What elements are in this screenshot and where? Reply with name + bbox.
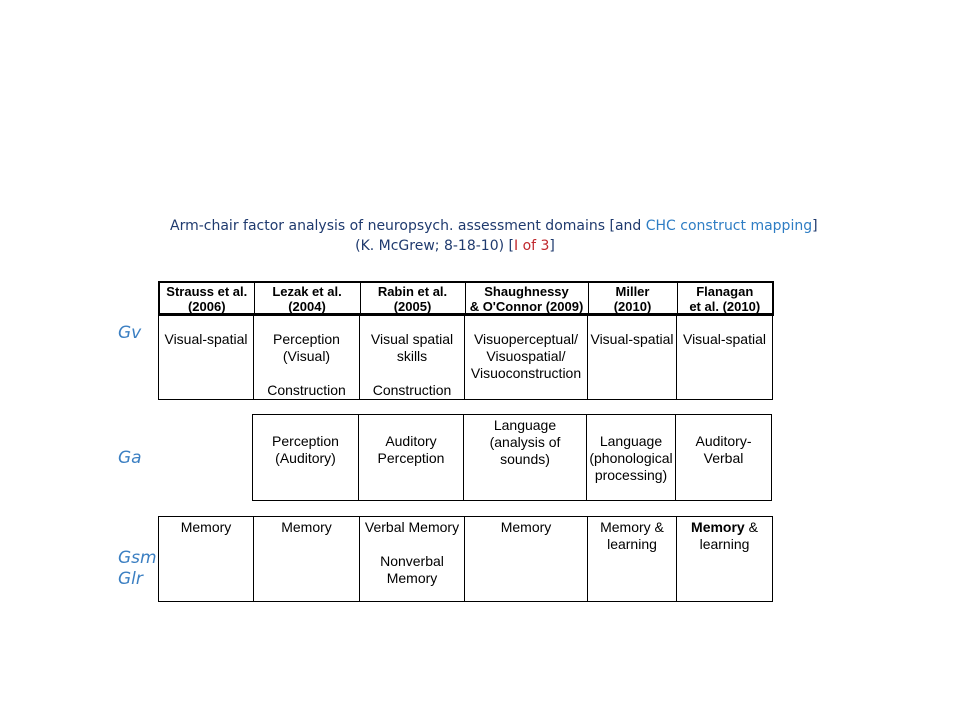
gv-miller-cell: Visual-spatial [588, 314, 677, 400]
gsm-row-table [158, 516, 773, 602]
gsm-strauss-cell: Memory [159, 517, 254, 602]
row-label-gsm: Gsm [118, 548, 157, 568]
ga-flanagan-cell: Auditory- Verbal [676, 415, 772, 501]
title-author-text: (K. McGrew; 8-18-10) [ [355, 238, 514, 254]
title-bracket-end: ] [549, 238, 555, 254]
header-flanagan: Flanagan et al. (2010) [677, 282, 773, 315]
gsm-lezak-cell: Memory [254, 517, 360, 602]
gsm-rabin-cell: Verbal Memory Nonverbal Memory [360, 517, 465, 602]
title-line-1 [170, 216, 818, 236]
gv-flanagan-cell: Visual-spatial [677, 314, 773, 400]
header-table [158, 281, 774, 316]
ga-shaughnessy-cell: Language (analysis of sounds) [464, 415, 587, 501]
ga-rabin-cell: Auditory Perception [359, 415, 464, 501]
gsm-shaughnessy-cell: Memory [465, 517, 588, 602]
row-label-glr: Glr [118, 569, 143, 589]
ga-lezak-cell: Perception (Auditory) [253, 415, 359, 501]
gsm-flanagan-cell: Memory & learning [677, 517, 773, 602]
title-bracket: ] [812, 218, 818, 234]
title-line-2 [170, 236, 740, 256]
header-lezak: Lezak et al. (2004) [254, 282, 360, 315]
gv-row-table [158, 313, 773, 400]
gv-strauss-cell: Visual-spatial [159, 314, 254, 400]
title-page-count: I of 3 [513, 238, 550, 254]
title-chc-text: CHC construct mapping [645, 218, 813, 234]
header-shaughnessy: Shaughnessy & O'Connor (2009) [465, 282, 588, 315]
header-strauss: Strauss et al. (2006) [159, 282, 254, 315]
gv-rabin-cell: Visual spatial skills Construction [360, 314, 465, 400]
header-rabin: Rabin et al. (2005) [360, 282, 465, 315]
gv-lezak-cell: Perception (Visual) Construction [254, 314, 360, 400]
row-label-ga: Ga [118, 448, 142, 468]
gv-shaughnessy-cell: Visuoperceptual/ Visuospatial/ Visuoconstruction [465, 314, 588, 400]
page-title [170, 216, 818, 256]
gsm-miller-cell: Memory & learning [588, 517, 677, 602]
row-label-gsm-glr [118, 548, 157, 590]
title-main-text: Arm-chair factor analysis of neuropsych. assessment domains [and [170, 218, 646, 234]
row-label-gv: Gv [118, 323, 142, 343]
header-miller: Miller (2010) [588, 282, 677, 315]
ga-miller-cell: Language (phonological processing) [587, 415, 676, 501]
ga-row-table [252, 414, 772, 501]
